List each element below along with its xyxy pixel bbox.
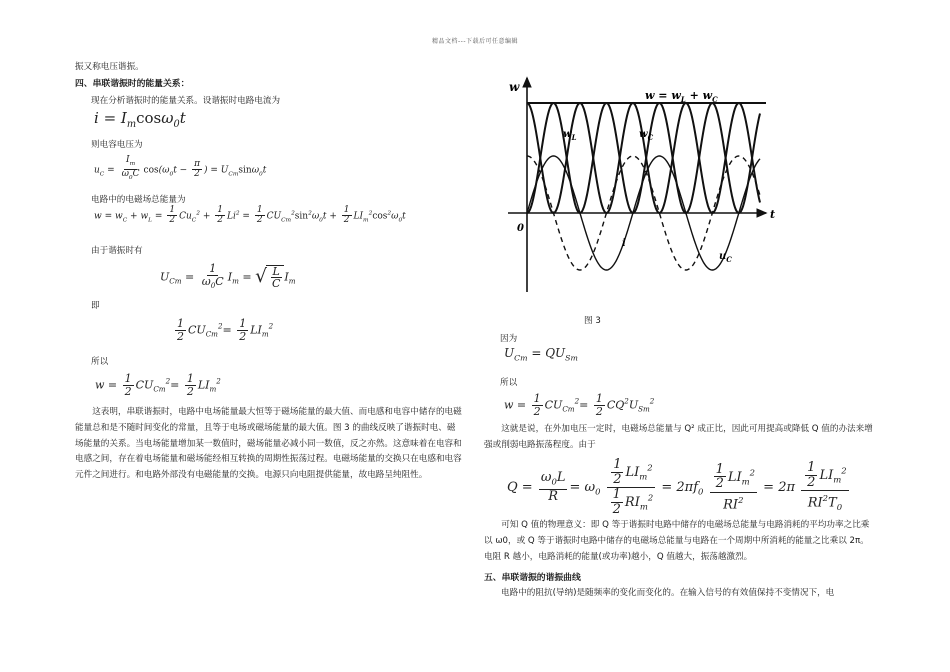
paragraph-last: 电路中的阻抗(导纳)是随频率的变化而变化的。在输入信号的有效值保持不变情况下，电 bbox=[501, 588, 835, 598]
equation-uc: $u_C$ = $\frac{I_m}{\omega_0C}$ $\cos(\omega_0t$ − $\frac{\pi}{2}$ ) = $U_{Cm}\sin\omega_0t$ bbox=[94, 155, 267, 182]
figure-caption: 图 3 bbox=[584, 316, 601, 326]
label-i: i bbox=[622, 238, 626, 249]
equation-energy-equal: $\frac{1}{2}$ $CU_{Cm}^2=$ $\frac{1}{2}$ $LI_m^2$ bbox=[177, 317, 274, 343]
label-wl: $w_L$ bbox=[563, 129, 577, 142]
label-total-energy: $w = w_L + w_C$ bbox=[645, 89, 718, 104]
section-heading-5: 五、串联谐振的谐振曲线 bbox=[484, 573, 581, 583]
paragraph-q-meaning: 可知 Q 值的物理意义：即 Q 等于谐振时电路中储存的电磁场总能量与电路消耗的平均功率之比乘以 ω0，或 Q 等于谐振时电路中储存的电磁场总能量与电路在一个周期中所消耗的能量之比乘以 2π。电阻 R 越小，电路消耗的能量(或功率)越小，Q 值越大，振荡越激烈。 bbox=[484, 520, 870, 562]
axis-x-label: t bbox=[770, 208, 776, 221]
paragraph-intro: 现在分析谐振时的能量关系。设谐振时电路电流为 bbox=[91, 96, 281, 106]
paragraph-total-energy: 电路中的电磁场总能量为 bbox=[91, 195, 186, 205]
paragraph-conclusion: 这表明，串联谐振时，电路中电场能量最大恒等于磁场能量的最大值、而电感和电容中储存的电磁能量总和是不随时间变化的常量，且等于电场或磁场能量的最大值。图 3 的曲线反映了谐振时电、磁场能量的关系。当电场能量增加某一数值时，磁场能量必减小同一数值，反之亦然。这意味着在电容和电感之间，存在着电场能量和磁场能经相互转换的周期性振荡过程。电磁场能量的交换只在电感和电容元件之间进行。和电路外部没有电磁能量的交换。电源只向电阻提供能量，故电路呈纯阻性。 bbox=[75, 407, 462, 481]
equation-w-q: w = $\frac{1}{2}$ $CU_{Cm}^2=$ $\frac{1}{2}$ $CQ^2U_{Sm}^2$ bbox=[504, 392, 655, 418]
label-uc: $u_C$ bbox=[719, 251, 732, 264]
equation-total-energy: $w = w_C + w_L$ = $\frac{1}{2}$ $Cu_C^2$ + $\frac{1}{2}$ Li$^2$ = $\frac{1}{2}$ $CU_{Cm}^2\sin^2\omega_0t$ + $\frac{1}{2}$ $LI_m^2\cos^2\omega_0t$ bbox=[94, 205, 406, 226]
paragraph-cap-voltage: 则电容电压为 bbox=[91, 140, 143, 150]
axis-origin-label: 0 bbox=[517, 223, 524, 234]
label-wc: $w_C$ bbox=[639, 129, 654, 142]
equation-q: Q = $\frac{\omega_0L}{R}$ = $\omega_0$ $\frac{1}{2}$ $LI_m^2$ $\frac{1}{2}$ $RI_m^2$ = $2\pi f_0$ $\frac{1}{2}$ $LI_m^2$ $RI^2$ = 2π $\frac{1}{2}$ $LI_m^2$ $RI^2T_0$ bbox=[507, 457, 847, 517]
page-header: 精品文档---下载后可任意编辑 bbox=[432, 38, 518, 45]
equation-ucm-q: $U_{Cm} = QU_{Sm}$ bbox=[504, 346, 578, 363]
paragraph-right-because: 因为 bbox=[500, 334, 518, 344]
axis-y-label: w bbox=[509, 80, 520, 94]
text-line-prev: 振又称电压谐振。 bbox=[75, 62, 144, 72]
paragraph-because: 由于谐振时有 bbox=[91, 246, 143, 256]
paragraph-i-e: 即 bbox=[91, 301, 100, 311]
equation-ucm: $U_{Cm}$ = $\frac{1}{\omega_0C}$ $I_m$ = √ $\frac{L}{C}$ $I_m$ bbox=[160, 262, 296, 291]
paragraph-q-intro: 这就是说，在外加电压一定时，电磁场总能量与 Q² 成正比，因此可用提高或降低 Q 值的办法来增强或削弱电路振荡程度。由于 bbox=[484, 424, 873, 450]
paragraph-right-so: 所以 bbox=[500, 378, 518, 388]
series-wc bbox=[527, 103, 760, 213]
section-heading-4: 四、串联谐振时的能量关系： bbox=[75, 79, 190, 89]
equation-w-max: w = $\frac{1}{2}$ $CU_{Cm}^2=$ $\frac{1}{2}$ $LI_m^2$ bbox=[95, 372, 221, 398]
equation-current: $i = I_m\cos\omega_0t$ bbox=[94, 109, 186, 130]
figure-3-energy-curves bbox=[498, 70, 788, 300]
paragraph-so: 所以 bbox=[91, 357, 109, 367]
